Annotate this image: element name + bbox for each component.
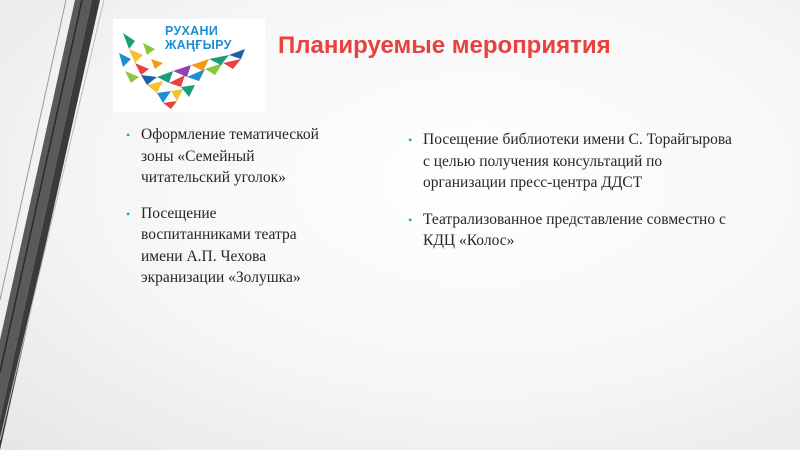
list-item: [405, 129, 735, 194]
list-item: [123, 124, 323, 189]
left-bullet-list: [123, 124, 323, 303]
bullet-icon: •: [408, 133, 413, 147]
list-item-text: Оформление тематической зоны «Семейный читательский уголок»: [141, 126, 319, 186]
logo-text: [165, 24, 232, 52]
list-item: [405, 209, 735, 252]
logo-line-1: РУХАНИ: [165, 24, 219, 38]
page-title: Планируемые мероприятия: [278, 32, 611, 59]
list-item-text: Театрализованное представление совместно с КДЦ «Колос»: [423, 210, 726, 249]
list-item-text: Посещение библиотеки имени С. Торайгырова с целью получения консультаций по организации пресс-центра ДДСТ: [423, 131, 732, 191]
bullet-icon: •: [408, 212, 413, 227]
list-item-text: Посещение воспитанниками театра имени А.П. Чехова экранизации «Золушка»: [141, 204, 301, 286]
decorative-stripes: [0, 0, 120, 450]
right-bullet-list: [405, 129, 735, 267]
logo-line-2: ЖАҢҒЫРУ: [165, 38, 232, 52]
bullet-icon: •: [126, 206, 131, 221]
list-item: [123, 203, 323, 289]
bullet-icon: •: [126, 128, 131, 142]
logo: [113, 19, 265, 112]
